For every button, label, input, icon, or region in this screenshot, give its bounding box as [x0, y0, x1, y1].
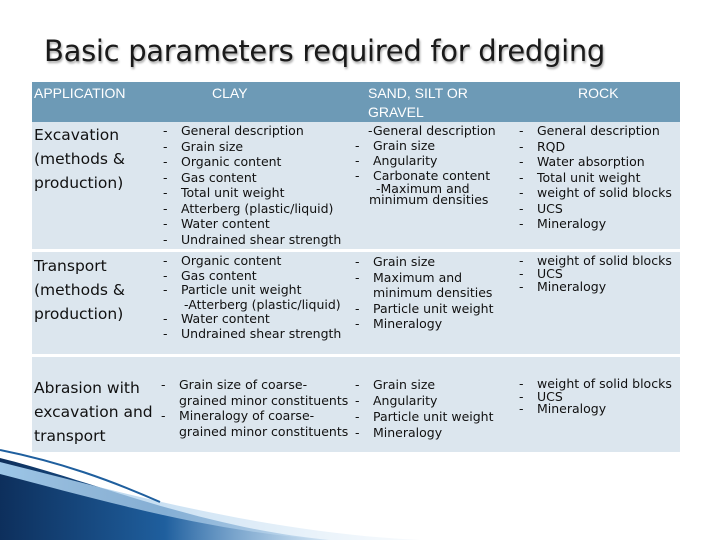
list-item: - weight of solid blocks — [516, 378, 672, 391]
list-item: - General description — [160, 123, 341, 139]
sand-list — [352, 377, 494, 441]
list-item: minimum densities — [369, 192, 489, 207]
list-item: - Water content — [160, 312, 341, 327]
header-sand-line2: GRAVEL — [368, 104, 424, 120]
list-item: - Maximum and — [352, 270, 494, 286]
header-application: APPLICATION — [34, 85, 126, 101]
list-item: - Gas content — [160, 170, 341, 186]
rock-list — [516, 378, 672, 416]
list-item: minimum densities — [373, 285, 493, 300]
sand-list — [352, 123, 496, 205]
list-item: - Grain size — [352, 254, 494, 270]
application-line: Transport — [34, 257, 107, 275]
clay-list — [160, 123, 341, 247]
list-item: - Total unit weight — [160, 185, 341, 201]
clay-list — [158, 377, 348, 439]
list-item: - Particle unit weight — [160, 283, 341, 298]
list-item: - UCS — [516, 267, 672, 280]
rock-list — [516, 123, 672, 232]
list-item: - UCS — [516, 391, 672, 404]
list-item: - Atterberg (plastic/liquid) — [160, 201, 341, 217]
list-item: - RQD — [516, 139, 672, 155]
list-item: - Organic content — [160, 154, 341, 170]
list-item: -Atterberg (plastic/liquid) — [184, 296, 341, 312]
application-line: production) — [34, 305, 124, 323]
list-item: - UCS — [516, 201, 672, 217]
list-item: - Undrained shear strength — [160, 232, 341, 248]
header-clay: CLAY — [212, 85, 248, 101]
clay-list — [160, 254, 341, 341]
list-item: - Particle unit weight — [352, 409, 494, 425]
list-item: - Organic content — [160, 254, 341, 269]
application-cell — [34, 254, 125, 326]
table-row — [32, 357, 680, 452]
application-line: excavation and — [34, 403, 153, 421]
table-row — [32, 122, 680, 249]
list-item: -General description — [368, 123, 496, 138]
list-item: - weight of solid blocks — [516, 254, 672, 267]
list-item: - Mineralogy — [516, 403, 672, 416]
header-sand-line1: SAND, SILT OR — [368, 85, 468, 101]
list-item: - Grain size of coarse- — [158, 377, 348, 393]
list-item: - Grain size — [352, 377, 494, 393]
list-item: - Mineralogy — [352, 425, 494, 441]
list-item: - Carbonate content — [352, 168, 496, 183]
list-item: - Grain size — [160, 139, 341, 155]
table-header — [32, 82, 680, 122]
application-line: Abrasion with — [34, 379, 140, 397]
page-title: Basic parameters required for dredging — [44, 34, 606, 68]
application-line: (methods & — [34, 281, 125, 299]
sand-list — [352, 254, 494, 332]
list-item: - Total unit weight — [516, 170, 672, 186]
list-item: grained minor constituents — [179, 392, 349, 408]
application-line: Excavation — [34, 126, 120, 144]
list-item: - Mineralogy — [516, 280, 672, 293]
list-item: - Particle unit weight — [352, 301, 494, 317]
list-item: - Undrained shear strength — [160, 327, 341, 342]
list-item: - weight of solid blocks — [516, 185, 672, 201]
list-item: -Maximum and — [376, 181, 470, 196]
application-cell — [34, 123, 125, 195]
parameters-table — [32, 82, 680, 452]
table-row — [32, 252, 680, 354]
list-item: - Gas content — [160, 269, 341, 284]
list-item: - Angularity — [352, 153, 496, 168]
rock-list — [516, 254, 672, 293]
decorative-swoosh — [0, 440, 720, 540]
list-item: - Angularity — [352, 393, 494, 409]
header-rock: ROCK — [578, 85, 619, 101]
list-item: - Mineralogy — [516, 216, 672, 232]
application-cell — [34, 376, 153, 448]
list-item: - Mineralogy — [352, 316, 494, 332]
list-item: - Water content — [160, 216, 341, 232]
list-item: - Mineralogy of coarse- — [158, 408, 348, 424]
list-item: - General description — [516, 123, 672, 139]
application-line: production) — [34, 174, 124, 192]
application-line: (methods & — [34, 150, 125, 168]
list-item: - Water absorption — [516, 154, 672, 170]
application-line: transport — [34, 427, 106, 445]
list-item: grained minor constituents — [179, 423, 349, 439]
list-item: - Grain size — [352, 138, 496, 153]
